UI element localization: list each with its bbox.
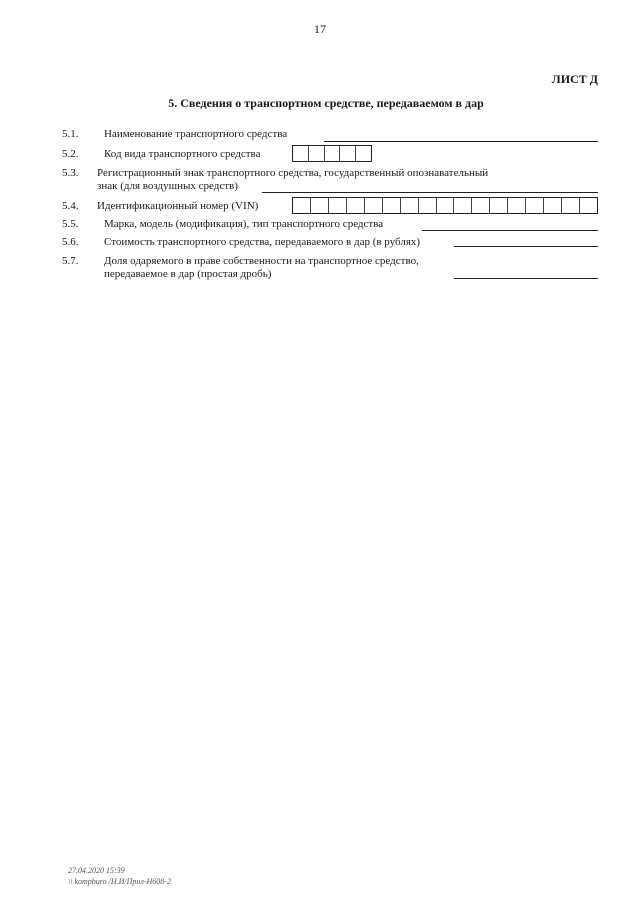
item-label: Идентификационный номер (VIN) bbox=[97, 200, 259, 212]
character-cell[interactable] bbox=[454, 198, 472, 213]
character-cell[interactable] bbox=[311, 198, 329, 213]
character-cell[interactable] bbox=[329, 198, 347, 213]
character-cell[interactable] bbox=[340, 146, 356, 161]
item-number: 5.7. bbox=[62, 255, 79, 267]
item-label: Доля одаряемого в праве собственности на транспортное средство, bbox=[104, 255, 419, 267]
character-cell[interactable] bbox=[526, 198, 544, 213]
character-cell[interactable] bbox=[325, 146, 341, 161]
page-number: 17 bbox=[314, 22, 326, 36]
character-cell[interactable] bbox=[580, 198, 597, 213]
item-number: 5.2. bbox=[62, 148, 79, 160]
character-cell[interactable] bbox=[293, 146, 309, 161]
character-cell[interactable] bbox=[562, 198, 580, 213]
character-cell[interactable] bbox=[508, 198, 526, 213]
character-cell[interactable] bbox=[419, 198, 437, 213]
footer-file-reference: \\ kompburo /Н.И/Прил-Н608-2 bbox=[68, 877, 171, 886]
character-cell[interactable] bbox=[490, 198, 508, 213]
vehicle-value-field[interactable] bbox=[454, 246, 598, 247]
character-cell[interactable] bbox=[544, 198, 562, 213]
character-cell[interactable] bbox=[401, 198, 419, 213]
item-label-continued: знак (для воздушных средств) bbox=[97, 180, 238, 192]
ownership-share-field[interactable] bbox=[454, 278, 598, 279]
sheet-label: ЛИСТ Д bbox=[551, 72, 598, 86]
vin-cells[interactable] bbox=[292, 197, 598, 214]
character-cell[interactable] bbox=[437, 198, 455, 213]
make-model-field[interactable] bbox=[422, 230, 598, 231]
character-cell[interactable] bbox=[309, 146, 325, 161]
item-label: Стоимость транспортного средства, передаваемого в дар (в рублях) bbox=[104, 236, 421, 248]
vehicle-type-code-cells[interactable] bbox=[292, 145, 372, 162]
item-number: 5.1. bbox=[62, 128, 79, 140]
item-label: Код вида транспортного средства bbox=[104, 148, 261, 160]
character-cell[interactable] bbox=[356, 146, 371, 161]
registration-sign-field[interactable] bbox=[262, 192, 598, 193]
item-label: Наименование транспортного средства bbox=[104, 128, 288, 140]
vehicle-name-field[interactable] bbox=[324, 141, 598, 142]
item-number: 5.3. bbox=[62, 167, 79, 179]
item-number: 5.6. bbox=[62, 236, 79, 248]
character-cell[interactable] bbox=[293, 198, 311, 213]
item-label: Марка, модель (модификация), тип транспортного средства bbox=[104, 218, 384, 230]
item-number: 5.5. bbox=[62, 218, 79, 230]
item-label-continued: передаваемое в дар (простая дробь) bbox=[104, 268, 272, 280]
footer-timestamp: 27.04.2020 15:39 bbox=[68, 866, 125, 875]
character-cell[interactable] bbox=[383, 198, 401, 213]
item-number: 5.4. bbox=[62, 200, 79, 212]
character-cell[interactable] bbox=[472, 198, 490, 213]
item-label: Регистрационный знак транспортного средства, государственный опознавательный bbox=[97, 167, 489, 179]
section-title: 5. Сведения о транспортном средстве, передаваемом в дар bbox=[168, 96, 484, 110]
character-cell[interactable] bbox=[347, 198, 365, 213]
character-cell[interactable] bbox=[365, 198, 383, 213]
